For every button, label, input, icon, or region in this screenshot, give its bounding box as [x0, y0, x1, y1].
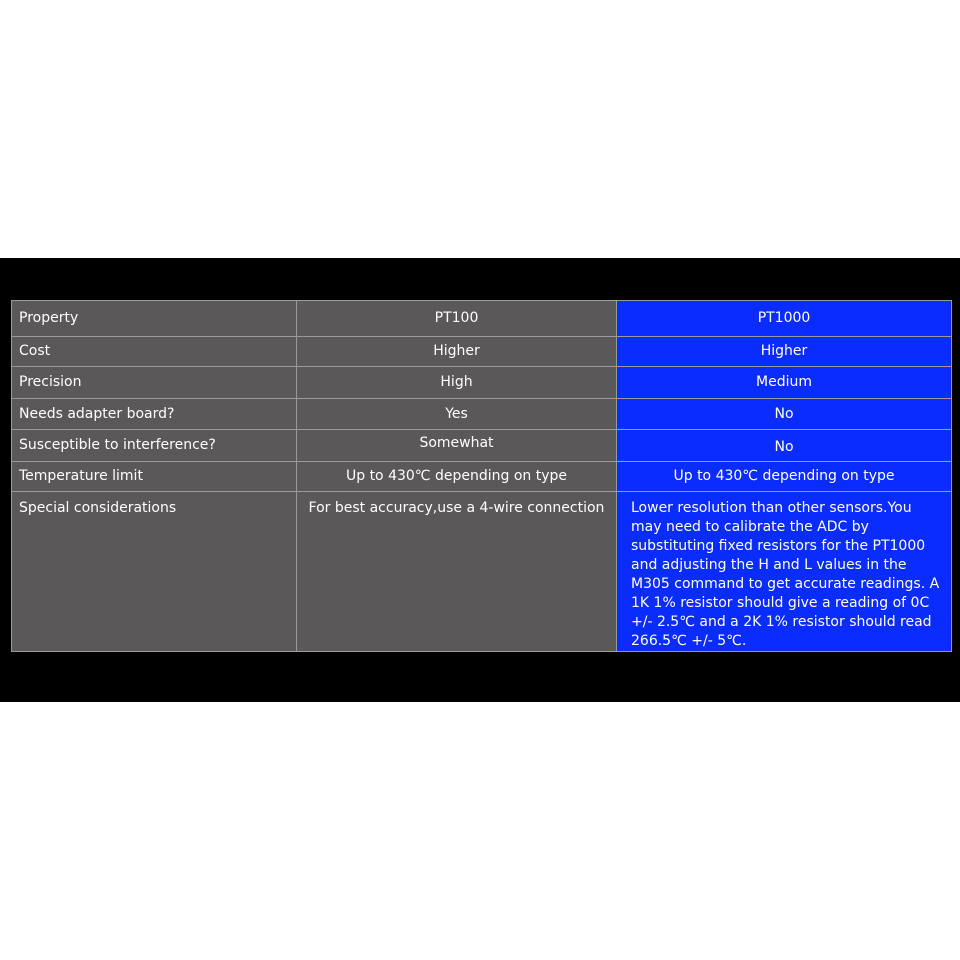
header-pt100: PT100	[297, 301, 617, 337]
table-row	[12, 462, 952, 492]
row-adapter-pt100: Yes	[297, 399, 617, 430]
header-pt1000: PT1000	[617, 301, 952, 337]
row-interference-property: Susceptible to interference?	[12, 430, 297, 462]
row-templimit-property: Temperature limit	[12, 462, 297, 492]
row-special-pt100: For best accuracy,use a 4-wire connection	[297, 492, 617, 652]
row-interference-pt100: Somewhat	[297, 430, 617, 462]
row-cost-pt100: Higher	[297, 337, 617, 367]
table-row	[12, 430, 952, 462]
row-precision-property: Precision	[12, 367, 297, 399]
row-special-property: Special considerations	[12, 492, 297, 652]
table-row	[12, 399, 952, 430]
row-precision-pt1000: Medium	[617, 367, 952, 399]
row-cost-property: Cost	[12, 337, 297, 367]
header-row	[12, 301, 952, 337]
row-special-pt1000: Lower resolution than other sensors.You may need to calibrate the ADC by substituting fixed resistors for the PT1000 and adjusting the H and L values in the M305 command to get accurate readings. A 1K 1% resistor should give a reading of 0C +/- 2.5℃ and a 2K 1% resistor should read 266.5℃ +/- 5℃.	[617, 492, 952, 652]
table-row	[12, 337, 952, 367]
table-row	[12, 492, 952, 652]
table-row	[12, 367, 952, 399]
row-templimit-pt1000: Up to 430℃ depending on type	[617, 462, 952, 492]
sensor-comparison-table	[11, 300, 952, 652]
row-adapter-pt1000: No	[617, 399, 952, 430]
row-cost-pt1000: Higher	[617, 337, 952, 367]
row-interference-pt1000: No	[617, 430, 952, 462]
row-precision-pt100: High	[297, 367, 617, 399]
header-property: Property	[12, 301, 297, 337]
row-adapter-property: Needs adapter board?	[12, 399, 297, 430]
row-templimit-pt100: Up to 430℃ depending on type	[297, 462, 617, 492]
